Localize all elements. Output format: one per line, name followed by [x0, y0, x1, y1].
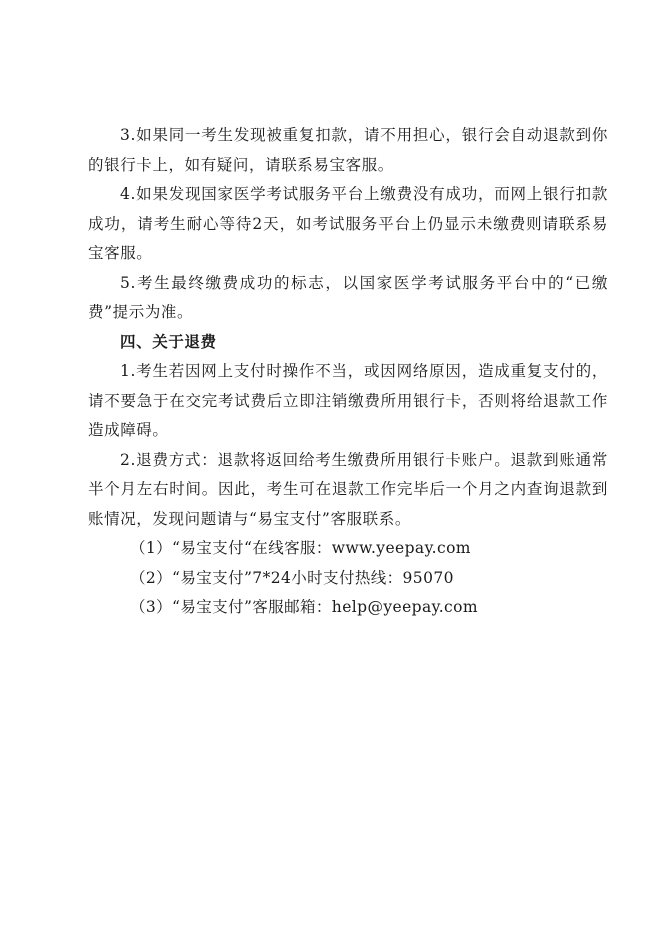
paragraph-refund-item-2: 2.退费方式：退款将返回给考生缴费所用银行卡账户。退款到账通常半个月左右时间。因此，考生可在退款工作完毕后一个月之内查询退款到账情况，发现问题请与“易宝支付”客服联系。: [88, 450, 608, 528]
document-page: [88, 121, 608, 623]
paragraph-item-4: 4.如果发现国家医学考试服务平台上缴费没有成功，而网上银行扣款成功，请考生耐心等待2天，如考试服务平台上仍显示未缴费则请联系易宝客服。: [88, 185, 608, 262]
paragraph-refund-item-1: 1.考生若因网上支付时操作不当，或因网络原因，造成重复支付的，请不要急于在交完考试费后立即注销缴费所用银行卡，否则将给退款工作造成障碍。: [88, 362, 608, 439]
contact-email: （3）“易宝支付”客服邮箱：help@yeepay.com: [130, 598, 478, 616]
paragraph-item-3: 3.如果同一考生发现被重复扣款，请不用担心，银行会自动退款到你的银行卡上，如有疑问，请联系易宝客服。: [88, 126, 608, 174]
contact-hotline: （2）“易宝支付”7*24小时支付热线：95070: [130, 568, 454, 587]
paragraph-item-5: 5.考生最终缴费成功的标志，以国家医学考试服务平台中的“已缴费”提示为准。: [88, 273, 608, 321]
section-heading-refund: 四、关于退费: [120, 332, 217, 351]
contact-online-service: （1）“易宝支付“在线客服：www.yeepay.com: [130, 539, 471, 557]
